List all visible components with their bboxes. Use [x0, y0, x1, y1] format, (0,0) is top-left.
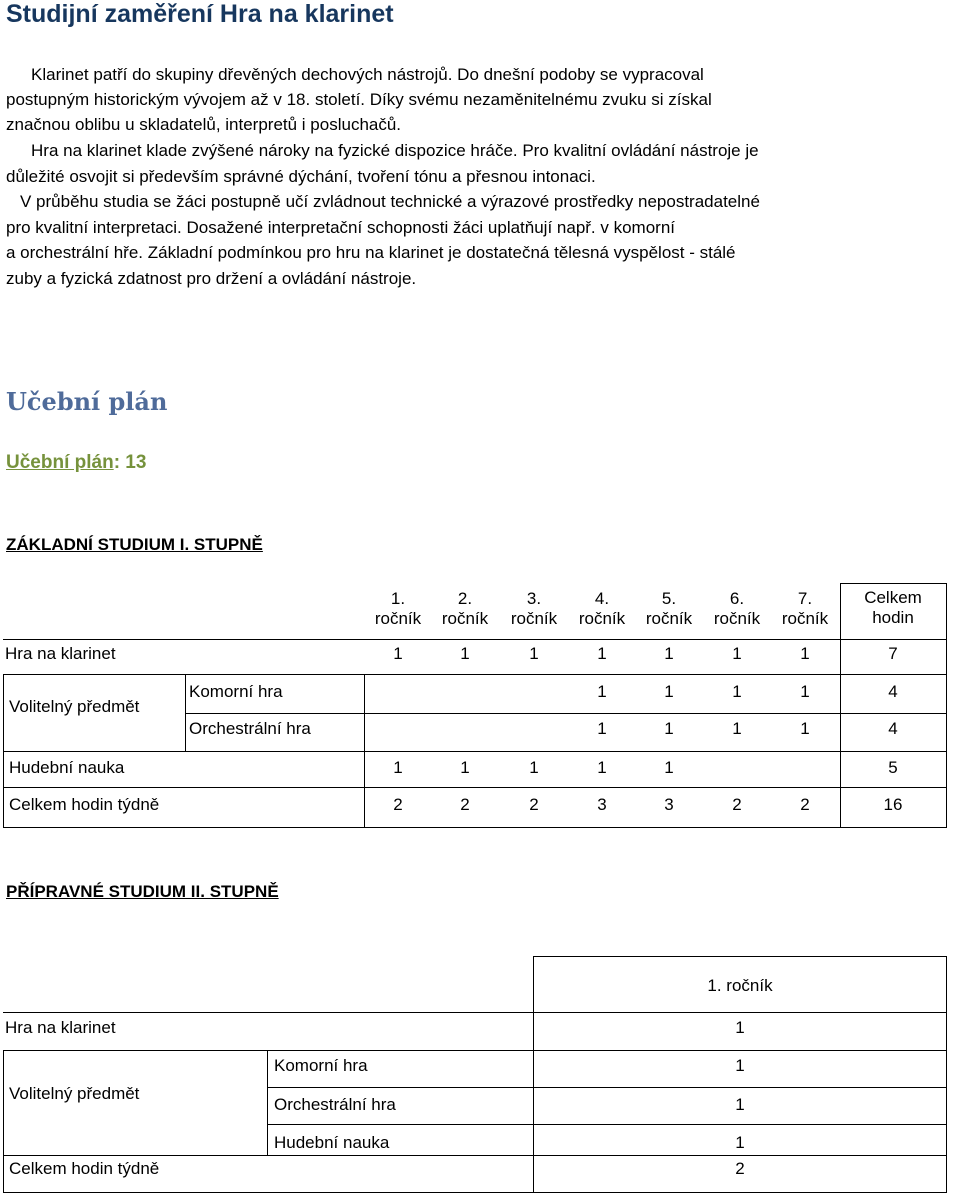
- table-cell: 1: [529, 758, 539, 777]
- year-number: 5.: [661, 589, 677, 608]
- table-cell: 1: [732, 644, 742, 663]
- row-label-klarinet: Hra na klarinet: [5, 644, 116, 663]
- year-word: ročník: [645, 609, 693, 628]
- table-cell: 1: [800, 644, 810, 663]
- row-label-volitelny: Volitelný předmět: [9, 697, 140, 716]
- year-word: ročník: [510, 609, 558, 628]
- year-number: 6.: [729, 589, 745, 608]
- year-number: 7.: [797, 589, 813, 608]
- table-cell: 1: [460, 644, 470, 663]
- plan-sub-label: Učební plán: [6, 452, 114, 473]
- prep-row-label-nauka: Hudební nauka: [274, 1133, 390, 1152]
- intro-line: zuby a fyzická zdatnost pro držení a ovládání nástroje.: [6, 269, 417, 288]
- intro-line: značnou oblibu u skladatelů, interpretů i posluchačů.: [6, 115, 402, 134]
- intro-line: Hra na klarinet klade zvýšené nároky na fyzické dispozice hráče. Pro kvalitní ovládání nástroje je: [31, 141, 759, 160]
- prep-study-heading: PŘÍPRAVNÉ STUDIUM II. STUPNĚ: [6, 882, 279, 901]
- table-cell-total: 5: [888, 758, 898, 777]
- row-label-celkem: Celkem hodin týdně: [9, 795, 160, 814]
- table-cell: 1: [800, 682, 810, 701]
- prep-row-label-volitelny: Volitelný předmět: [9, 1084, 140, 1103]
- year-6-header: [709, 589, 765, 629]
- year-word: ročník: [713, 609, 761, 628]
- plan-heading: Učební plán: [6, 387, 168, 416]
- table-cell: 1: [597, 719, 607, 738]
- page-title: Studijní zaměření Hra na klarinet: [6, 0, 394, 28]
- year-word: ročník: [374, 609, 422, 628]
- table-cell: 1: [393, 758, 403, 777]
- table-cell: 1: [597, 758, 607, 777]
- total-hours-header: [845, 588, 941, 628]
- year-word: ročník: [578, 609, 626, 628]
- year-word: ročník: [441, 609, 489, 628]
- year-word: ročník: [781, 609, 829, 628]
- year-2-header: [437, 589, 493, 629]
- row-label-nauka: Hudební nauka: [9, 758, 125, 777]
- prep-row-label-klarinet: Hra na klarinet: [5, 1018, 116, 1037]
- table-cell: 2: [800, 795, 810, 814]
- table-cell: 1: [664, 719, 674, 738]
- intro-line: důležité osvojit si především správné dýchání, tvoření tónu a přesnou intonaci.: [6, 167, 596, 186]
- intro-line: a orchestrální hře. Základní podmínkou pro hru na klarinet je dostatečná tělesná vyspělost - stálé: [6, 243, 736, 262]
- prep-year-header: 1. ročník: [707, 976, 773, 995]
- year-number: 4.: [594, 589, 610, 608]
- year-4-header: [574, 589, 630, 629]
- table-cell: 1: [732, 719, 742, 738]
- year-7-header: [777, 589, 833, 629]
- table-cell: 1: [732, 682, 742, 701]
- prep-row-label-komorni: Komorní hra: [274, 1056, 368, 1075]
- row-label-komorni: Komorní hra: [189, 682, 283, 701]
- year-number: 3.: [526, 589, 542, 608]
- prep-table-cell: 1: [735, 1018, 745, 1037]
- table-cell: 1: [597, 682, 607, 701]
- intro-line: postupným historickým vývojem až v 18. století. Díky svému nezaměnitelnému zvuku si získal: [6, 90, 712, 109]
- table-cell: 1: [664, 758, 674, 777]
- table-cell: 2: [393, 795, 403, 814]
- plan-sub-suffix: : 13: [113, 452, 147, 473]
- table-cell: 2: [529, 795, 539, 814]
- prep-table-cell: 1: [735, 1095, 745, 1114]
- table-cell: 1: [393, 644, 403, 663]
- year-1-header: [370, 589, 426, 629]
- prep-table-cell: 2: [735, 1159, 745, 1178]
- year-5-header: [641, 589, 697, 629]
- prep-row-label-celkem: Celkem hodin týdně: [9, 1159, 160, 1178]
- plan-subheading: [6, 452, 146, 474]
- table-cell: 1: [800, 719, 810, 738]
- table-cell: 3: [597, 795, 607, 814]
- row-label-orchestralni: Orchestrální hra: [189, 719, 311, 738]
- table-cell: 1: [664, 644, 674, 663]
- year-number: 1.: [390, 589, 406, 608]
- table-cell-total: 4: [888, 682, 898, 701]
- table-cell: 1: [664, 682, 674, 701]
- intro-line: Klarinet patří do skupiny dřevěných dechových nástrojů. Do dnešní podoby se vypracoval: [31, 65, 704, 84]
- basic-study-heading: ZÁKLADNÍ STUDIUM I. STUPNĚ: [6, 535, 263, 554]
- prep-table-cell: 1: [735, 1056, 745, 1075]
- intro-line: pro kvalitní interpretaci. Dosažené interpretační schopnosti žáci uplatňují např. v komorní: [6, 218, 676, 237]
- total-header-line1: Celkem: [864, 588, 922, 607]
- table-cell-total: 4: [888, 719, 898, 738]
- table-cell: 2: [732, 795, 742, 814]
- year-3-header: [506, 589, 562, 629]
- table-cell: 2: [460, 795, 470, 814]
- total-header-line2: hodin: [872, 608, 914, 627]
- table-cell-total: 7: [888, 644, 898, 663]
- prep-row-label-orchestralni: Orchestrální hra: [274, 1095, 396, 1114]
- table-cell: 3: [664, 795, 674, 814]
- table-cell-total: 16: [883, 795, 903, 814]
- prep-table-cell: 1: [735, 1133, 745, 1152]
- table-cell: 1: [597, 644, 607, 663]
- table-cell: 1: [460, 758, 470, 777]
- table-cell: 1: [529, 644, 539, 663]
- year-number: 2.: [457, 589, 473, 608]
- intro-line: V průběhu studia se žáci postupně učí zvládnout technické a výrazové prostředky nepostradatelné: [20, 192, 760, 211]
